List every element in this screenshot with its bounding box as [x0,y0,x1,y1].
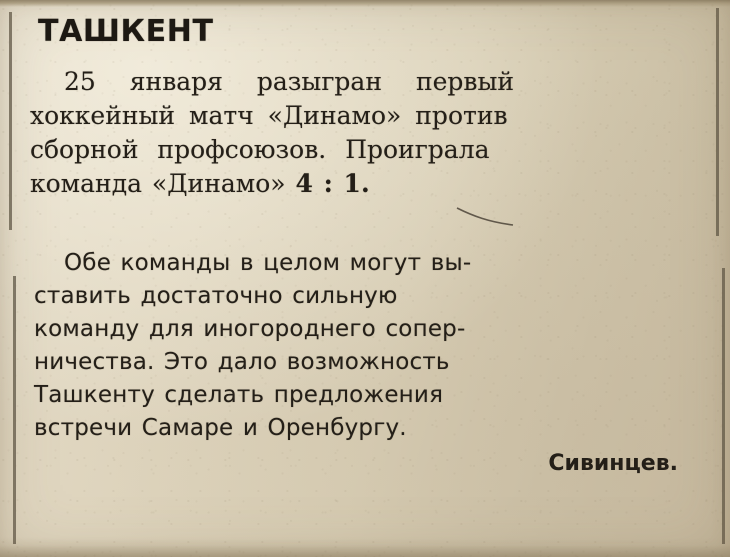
article-two-line-3: команду для иногороднего сопер- [34,316,466,342]
article-two-line-2: ставить достаточно сильную [34,283,398,309]
article-two-line-5: Ташкенту сделать предложения [34,382,444,408]
article-two-body [30,247,696,445]
article-two-line-6: встречи Самаре и Оренбургу. [34,415,407,441]
article-one-body [30,65,696,201]
article-two-line-1: Обе команды в целом могут вы- [64,250,472,276]
paragraph-gap [30,201,696,247]
article-signature: Сивинцев. [548,451,678,476]
article-headline: ТАШКЕНТ [38,14,214,49]
article-two-line-4: ничества. Это дало возможность [34,349,450,375]
paper-bottom-edge [0,537,730,557]
match-score: 4 : 1. [295,169,370,198]
article-one-line-4 [30,167,696,201]
article-one-line-1: 25 января разыгран первый [64,67,515,96]
article-one-line-3: сборной профсоюзов. Проиграла [30,135,490,164]
article-one-line-4-text: команда «Динамо» [30,169,286,198]
article-one-line-2: хоккейный матч «Динамо» против [30,101,508,130]
